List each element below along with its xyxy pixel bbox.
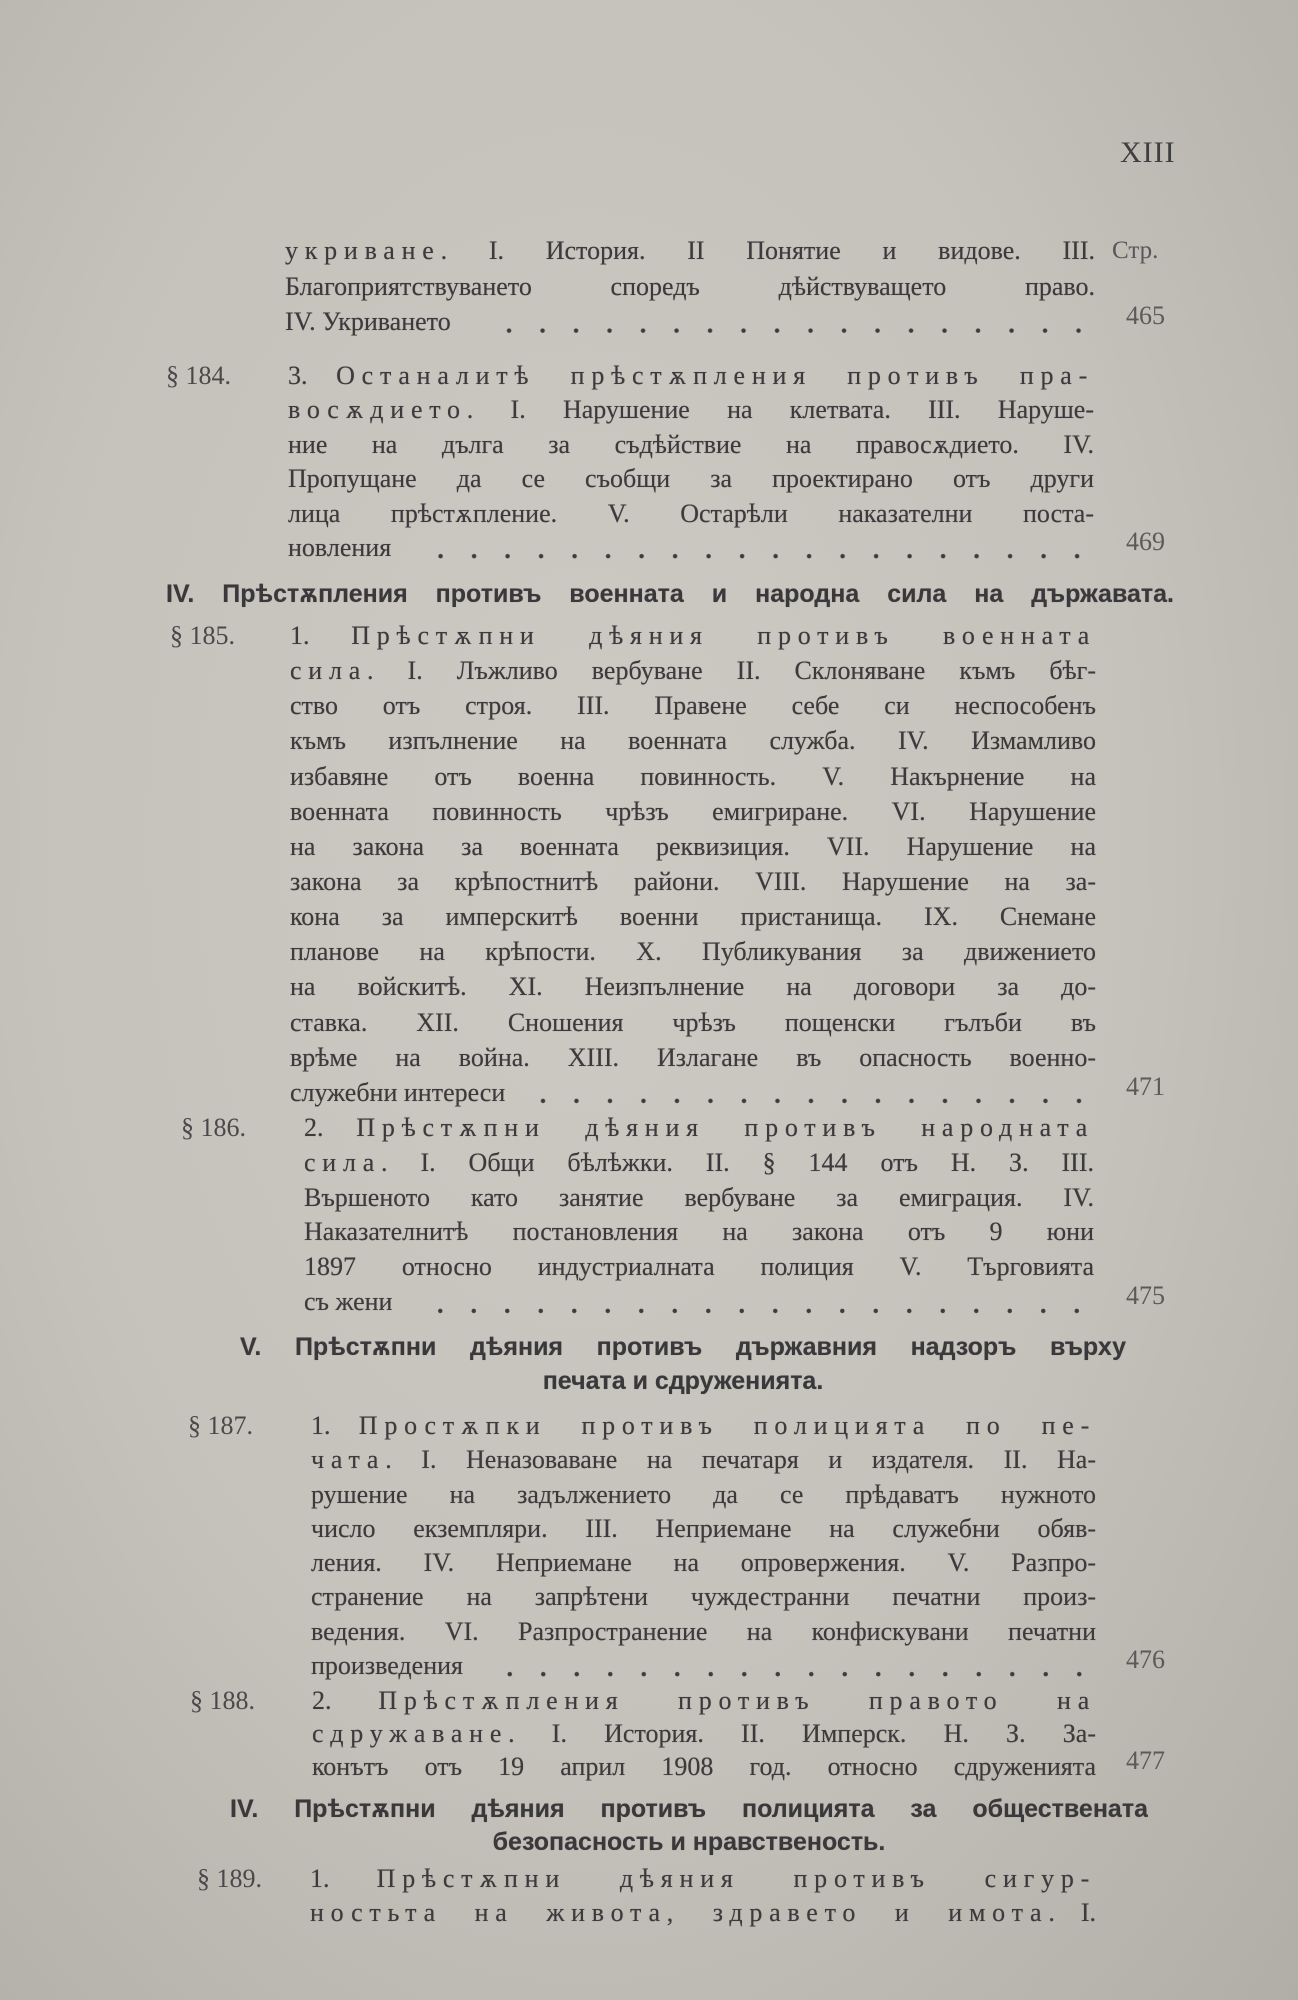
entry-text: IV. Укриването [285, 307, 451, 336]
entry-text: ления. IV. Неприемане на опровержения. V. Разпро- [311, 1548, 1096, 1578]
entry-line [311, 1615, 1096, 1649]
entry-line [290, 618, 1096, 653]
dot-leader [420, 1285, 1094, 1320]
entry-line [290, 688, 1096, 723]
entry-line [290, 1005, 1096, 1040]
entry-text: лица прѣстѫпление. V. Остарѣли наказателни поста- [288, 498, 1094, 528]
entry-line [288, 393, 1094, 427]
page-reference: 477 [1126, 1745, 1165, 1775]
spaced-emphasis-text: укриване [285, 236, 441, 265]
entry-line [288, 531, 1094, 565]
entry-line [311, 1409, 1096, 1443]
entry-line-text [288, 531, 391, 565]
entry-text: военната повинность чрѣзъ емигриране. VI. Нарушение [290, 796, 1096, 826]
entry-line [290, 934, 1096, 969]
entry-line [290, 1040, 1096, 1075]
entry-text-column [304, 1111, 1094, 1320]
entry-line [290, 1075, 1096, 1110]
entry-line [290, 899, 1096, 934]
entry-text: 1. [290, 621, 352, 650]
entry-line [311, 1443, 1096, 1477]
entry-text: врѣме на война. XIII. Излагане въ опасность военно- [290, 1042, 1096, 1072]
heading-text [166, 577, 1174, 611]
page-reference: 471 [1126, 1071, 1165, 1101]
dot-leader [419, 531, 1094, 565]
heading-text [230, 1793, 1148, 1859]
entry-text: рушение на задължението да се прѣдаватъ нужното [311, 1479, 1096, 1509]
entry-line [304, 1250, 1094, 1285]
heading-text [240, 1330, 1126, 1398]
entry-line [312, 1751, 1096, 1784]
entry-line [304, 1146, 1094, 1181]
entry-text: съ жени [304, 1286, 393, 1316]
heading-line: печата и сдруженията. [542, 1367, 824, 1395]
section-sign-label: § 186. [181, 1113, 246, 1142]
entry-text: странение на запрѣтени чуждестранни печатни произ- [311, 1582, 1096, 1612]
entry-line [312, 1685, 1096, 1718]
entry-line [290, 759, 1096, 794]
entry-line-text [285, 304, 451, 340]
entry-text: служебни интереси [290, 1077, 506, 1107]
entry-line [290, 969, 1096, 1004]
spaced-emphasis-text: Прѣстѫпни дѣяния противъ народната [356, 1113, 1094, 1142]
entry-text: ставка. XII. Сношения чрѣзъ пощенски гълъби въ [290, 1007, 1096, 1037]
dot-leader [491, 1649, 1096, 1683]
entry-line-text [311, 1649, 463, 1683]
section-sign-label: § 189. [197, 1864, 262, 1893]
page-number: XIII [1120, 136, 1176, 169]
section-sign-label: § 185. [170, 621, 235, 650]
heading-line: V. Прѣстѫпни дѣяния противъ държавния надзоръ върху [240, 1333, 1126, 1361]
entry-line [311, 1478, 1096, 1512]
entry-text: . I. Нарушение на клетвата. III. Наруше- [466, 395, 1094, 425]
spaced-emphasis-text: Прѣстѫпни дѣяния противъ военната [351, 621, 1096, 650]
entry-text: . I. История. II Понятие и видове. III. [440, 236, 1095, 265]
spaced-emphasis-text: ностьта на живота, здравето и имота [310, 1898, 1049, 1927]
entry-line [288, 359, 1094, 393]
entry-line [290, 829, 1096, 864]
entry-line [288, 497, 1094, 531]
entry-text: . I. Общи бѣлѣжки. II. § 144 отъ Н. З. III. [381, 1147, 1094, 1177]
spaced-emphasis-text: Останалитѣ прѣстѫпления противъ пра- [336, 361, 1094, 390]
page-reference: 476 [1126, 1645, 1165, 1675]
entry-line [288, 462, 1094, 496]
entry-text: новления [288, 532, 392, 562]
entry-text: закона за крѣпостнитѣ райони. VIII. Нарушение на за- [290, 866, 1096, 896]
entry-text: . I. Неназоваване на печатаря и издателя. II. На- [385, 1445, 1096, 1475]
entry-line [290, 653, 1096, 688]
entry-line-text [304, 1285, 392, 1320]
entry-text: Благоприятствуването споредъ дѣйствуващето право. [285, 271, 1095, 301]
entry-text: . I. История. II. Имперск. Н. З. За- [508, 1718, 1096, 1748]
entry-line [304, 1181, 1094, 1216]
spaced-emphasis-text: восѫдието [288, 395, 467, 425]
section-sign-label: § 188. [190, 1686, 255, 1715]
heading-line: безопасность и нравственость. [492, 1828, 886, 1856]
entry-text: ведения. VI. Разпространение на конфискувани печатни [311, 1616, 1096, 1646]
entry-line [290, 794, 1096, 829]
entry-line [290, 864, 1096, 899]
entry-text: на закона за военната реквизиция. VII. Нарушение на [290, 831, 1096, 861]
spaced-emphasis-text: Прѣстѫпления противъ правото на [378, 1686, 1096, 1715]
entry-text: на войскитѣ. XI. Неизпълнение на договори за до- [290, 972, 1096, 1002]
entry-text: . I. Лъжливо вербуване II. Склоняване къмъ бѣг- [367, 656, 1096, 686]
entry-text-column [310, 1862, 1096, 1930]
entry-line [304, 1215, 1094, 1250]
section-sign-label: § 187. [188, 1411, 253, 1440]
page-reference: 469 [1126, 527, 1165, 556]
entry-line [310, 1862, 1096, 1896]
page-reference: 465 [1126, 301, 1165, 330]
page-column-label: Стр. [1112, 237, 1159, 264]
entry-text: 1897 относно индустриалната полиция V. Търговията [304, 1252, 1094, 1282]
entry-line [312, 1718, 1096, 1751]
entry-text: Вършеното като занятие вербуване за емиграция. IV. [304, 1182, 1094, 1212]
entry-line [304, 1285, 1094, 1320]
spaced-emphasis-text: Простѫпки противъ полицията по пе- [358, 1411, 1096, 1440]
entry-text-column [285, 233, 1095, 340]
heading-line: IV. Прѣстѫпни дѣяния противъ полицията за обществената [230, 1795, 1148, 1823]
entry-line [311, 1546, 1096, 1580]
entry-line [288, 428, 1094, 462]
entry-text: число екземпляри. III. Неприемане на служебни обяв- [311, 1513, 1096, 1543]
entry-text: произведения [311, 1651, 463, 1681]
entry-text: 3. [288, 361, 337, 390]
entry-text: 2. [312, 1686, 379, 1715]
section-sign-label: § 184. [166, 361, 231, 390]
entry-line-text [290, 1075, 505, 1110]
entry-text: 1. [311, 1411, 359, 1440]
entry-line [290, 723, 1096, 758]
entry-text-column [312, 1685, 1096, 1783]
entry-text-column [311, 1409, 1096, 1683]
entry-text: ние на дълга за съдѣйствие на правосѫдието. IV. [288, 429, 1094, 459]
page-reference: 475 [1126, 1281, 1165, 1310]
entry-line [285, 269, 1095, 305]
entry-text: конътъ отъ 19 април 1908 год. относно сдруженията [312, 1751, 1096, 1781]
spaced-emphasis-text: чата [311, 1445, 386, 1475]
entry-text: . I. [1048, 1898, 1096, 1927]
entry-text: избавяне отъ военна повинность. V. Накърнение на [290, 761, 1096, 791]
entry-text: планове на крѣпости. X. Публикувания за движението [290, 937, 1096, 967]
entry-line [310, 1896, 1096, 1930]
spaced-emphasis-text: сила [290, 656, 368, 686]
entry-text-column [290, 618, 1096, 1110]
spaced-emphasis-text: Прѣстѫпни дѣяния противъ сигур- [376, 1864, 1096, 1893]
entry-text: ство отъ строя. III. Правене себе си неспособенъ [290, 691, 1096, 721]
entry-text: къмъ изпълнение на военната служба. IV. Измамливо [290, 726, 1096, 756]
entry-text: 1. [310, 1864, 377, 1893]
entry-text: Наказателнитѣ постановления на закона отъ 9 юни [304, 1217, 1094, 1247]
dot-leader [479, 304, 1095, 340]
heading-line: IV. Прѣстѫпления противъ военната и народна сила на държавата. [166, 580, 1174, 608]
entry-line [311, 1580, 1096, 1614]
entry-line [311, 1649, 1096, 1683]
entry-text-column [288, 359, 1094, 565]
entry-line [285, 304, 1095, 340]
entry-line [304, 1111, 1094, 1146]
spaced-emphasis-text: сдружаване [312, 1718, 509, 1748]
entry-text: Пропущане да се съобщи за проектирано отъ други [288, 464, 1094, 494]
dot-leader [533, 1075, 1096, 1110]
spaced-emphasis-text: сила [304, 1147, 382, 1177]
entry-line [311, 1512, 1096, 1546]
entry-text: кона за имперскитѣ военни пристанища. IX. Снемане [290, 902, 1096, 932]
entry-line [285, 233, 1095, 269]
entry-text: 2. [304, 1113, 357, 1142]
